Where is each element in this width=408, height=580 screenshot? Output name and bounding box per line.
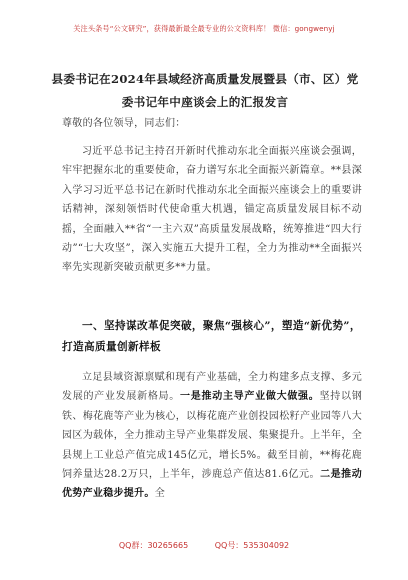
- header-banner: 关注头条号“公文研究”，获得最新最全最专业的公文资料库！ 微信：gongwenyj: [73, 24, 335, 33]
- footer-contact: [0, 540, 408, 551]
- qq-number: QQ号：535304092: [214, 541, 290, 550]
- paragraph-text: 立足县域资源禀赋和现有产业基础，全力构建多点支撑、多元发展的产业发展新格局。: [62, 372, 362, 403]
- point-heading-2: 二是推动优势产业稳步提升。: [62, 469, 362, 500]
- section-heading-1: 一、坚持谋改革促突破，聚焦“强核心”，塑造“新优势”，打造高质量创新样板: [62, 320, 361, 353]
- paragraph-section-1: [62, 368, 362, 504]
- point-heading-1: 一是推动主导产业做大做强。: [180, 391, 320, 403]
- document-title-line-2: 委书记年中座谈会上的汇报发言: [121, 95, 289, 109]
- paragraph-text: 坚持以钢铁、梅花鹿等产业为核心，以梅花鹿产业创投园松籽产业园等八大园区为载体，全力推动主导产业集群发展、集聚提升。上半年，全县规上工业总产值完成145亿元，增长5%。截至目前，**梅花鹿饲养量达28.2万只，上半年，涉鹿总产值达81.6亿元。: [62, 391, 363, 481]
- paragraph-text: 全: [154, 488, 166, 500]
- qq-group: QQ群：30265665: [118, 541, 189, 550]
- paragraph-intro: 习近平总书记主持召开新时代推动东北全面振兴座谈会强调，牢牢把握东北的重要使命，奋力谱写东北全面振兴新篇章。**县深入学习习近平总书记在新时代推动东北全面振兴座谈会上的重要讲话精神，深刻领悟时代使命重大机遇，锚定高质量发展目标不动摇，全面融入**省“一主六双”高质量发展战略，统筹推进“四大行动”“七大攻坚”，深入实施五大提升工程，全力为推动**全面振兴率先实现新突破贡献更多**力量。: [62, 146, 362, 274]
- document-title-line-1: 县委书记在2024年县域经济高质量发展暨县（市、区）党: [51, 72, 359, 86]
- greeting: 尊敬的各位领导，同志们：: [62, 118, 186, 129]
